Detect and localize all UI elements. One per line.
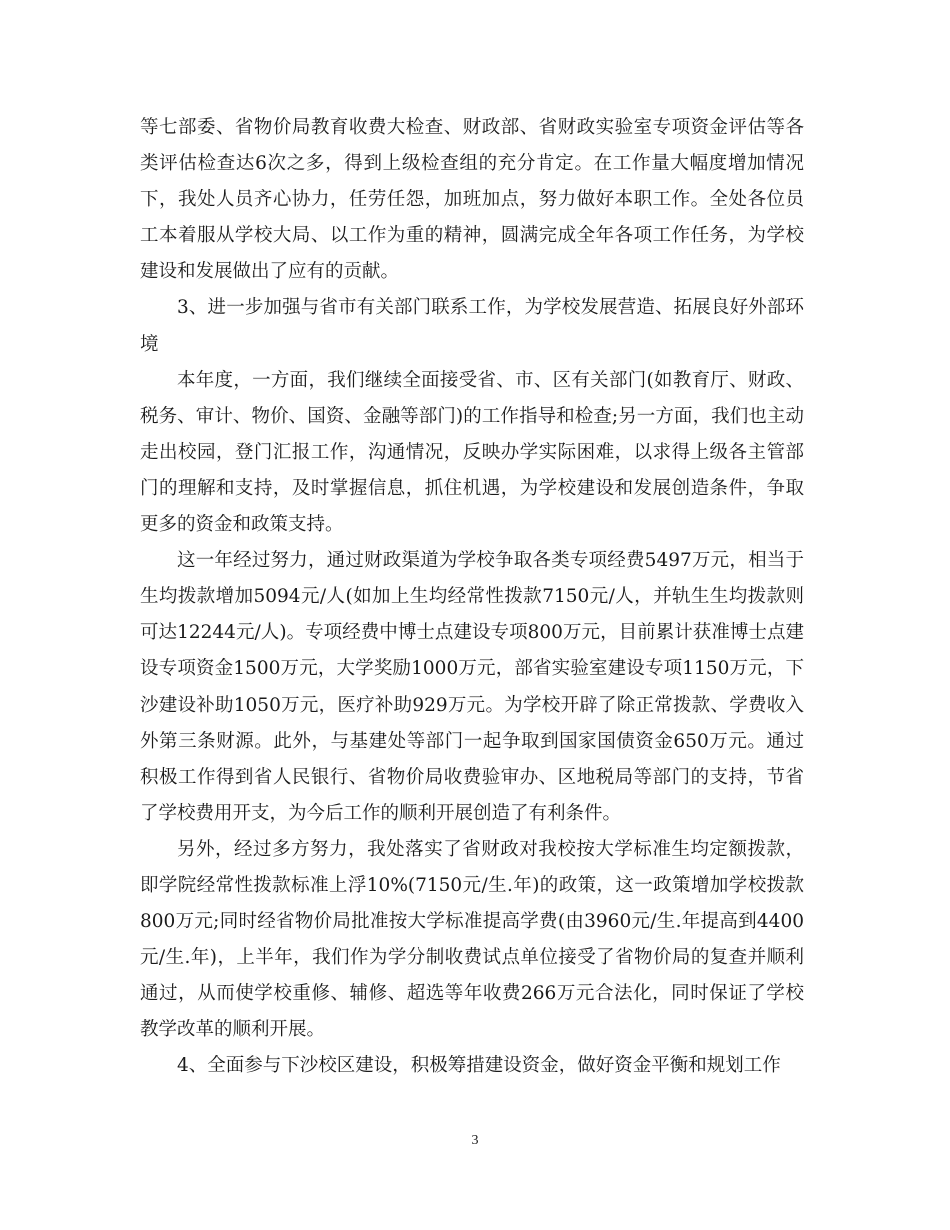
section-heading-4: 4、全面参与下沙校区建设，积极筹措建设资金，做好资金平衡和规划工作 — [177, 1055, 781, 1077]
paragraph: 另外，经过多方努力，我处落实了省财政对我校按大学标准生均定额拨款，即学院经常性拨款标准上浮10%(7150元/生.年)的政策，这一政策增加学校拨款800万元;同时经省物价局批准按大学标准提高学费(由3960元/生.年提高到4400元/生.年)，上半年，我们作为学分制收费试点单位接受了省物价局的复查并顺利通过，从而使学校重修、辅修、超选等年收费266万元合法化，同时保证了学校教学改革的顺利开展。 — [140, 838, 804, 1041]
section-heading-3: 3、进一步加强与省市有关部门联系工作，为学校发展营造、拓展良好外部环境 — [140, 297, 804, 355]
page-number: 3 — [471, 1133, 479, 1148]
paragraph: 本年度，一方面，我们继续全面接受省、市、区有关部门(如教育厅、财政、税务、审计、物价、国资、金融等部门)的工作指导和检查;另一方面，我们也主动走出校园，登门汇报工作，沟通情况，反映办学实际困难，以求得上级各主管部门的理解和支持，及时掌握信息，抓住机遇，为学校建设和发展创造条件，争取更多的资金和政策支持。 — [140, 369, 804, 536]
paragraph: 这一年经过努力，通过财政渠道为学校争取各类专项经费5497万元，相当于生均拨款增加5094元/人(如加上生均经常性拨款7150元/人，并轨生生均拨款则可达12244元/人)。专项经费中博士点建设专项800万元，目前累计获准博士点建设专项资金1500万元，大学奖励1000万元，部省实验室建设专项1150万元，下沙建设补助1050万元，医疗补助929万元。为学校开辟了除正常拨款、学费收入外第三条财源。此外，与基建处等部门一起争取到国家国债资金650万元。通过积极工作得到省人民银行、省物价局收费验审办、区地税局等部门的支持，节省了学校费用开支，为今后工作的顺利开展创造了有利条件。 — [140, 550, 804, 824]
document-body — [140, 110, 804, 1085]
paragraph-continuation: 等七部委、省物价局教育收费大检查、财政部、省财政实验室专项资金评估等各类评估检查达6次之多，得到上级检查组的充分肯定。在工作量大幅度增加情况下，我处人员齐心协力，任劳任怨，加班加点，努力做好本职工作。全处各位员工本着服从学校大局、以工作为重的精神，圆满完成全年各项工作任务，为学校建设和发展做出了应有的贡献。 — [140, 117, 804, 283]
